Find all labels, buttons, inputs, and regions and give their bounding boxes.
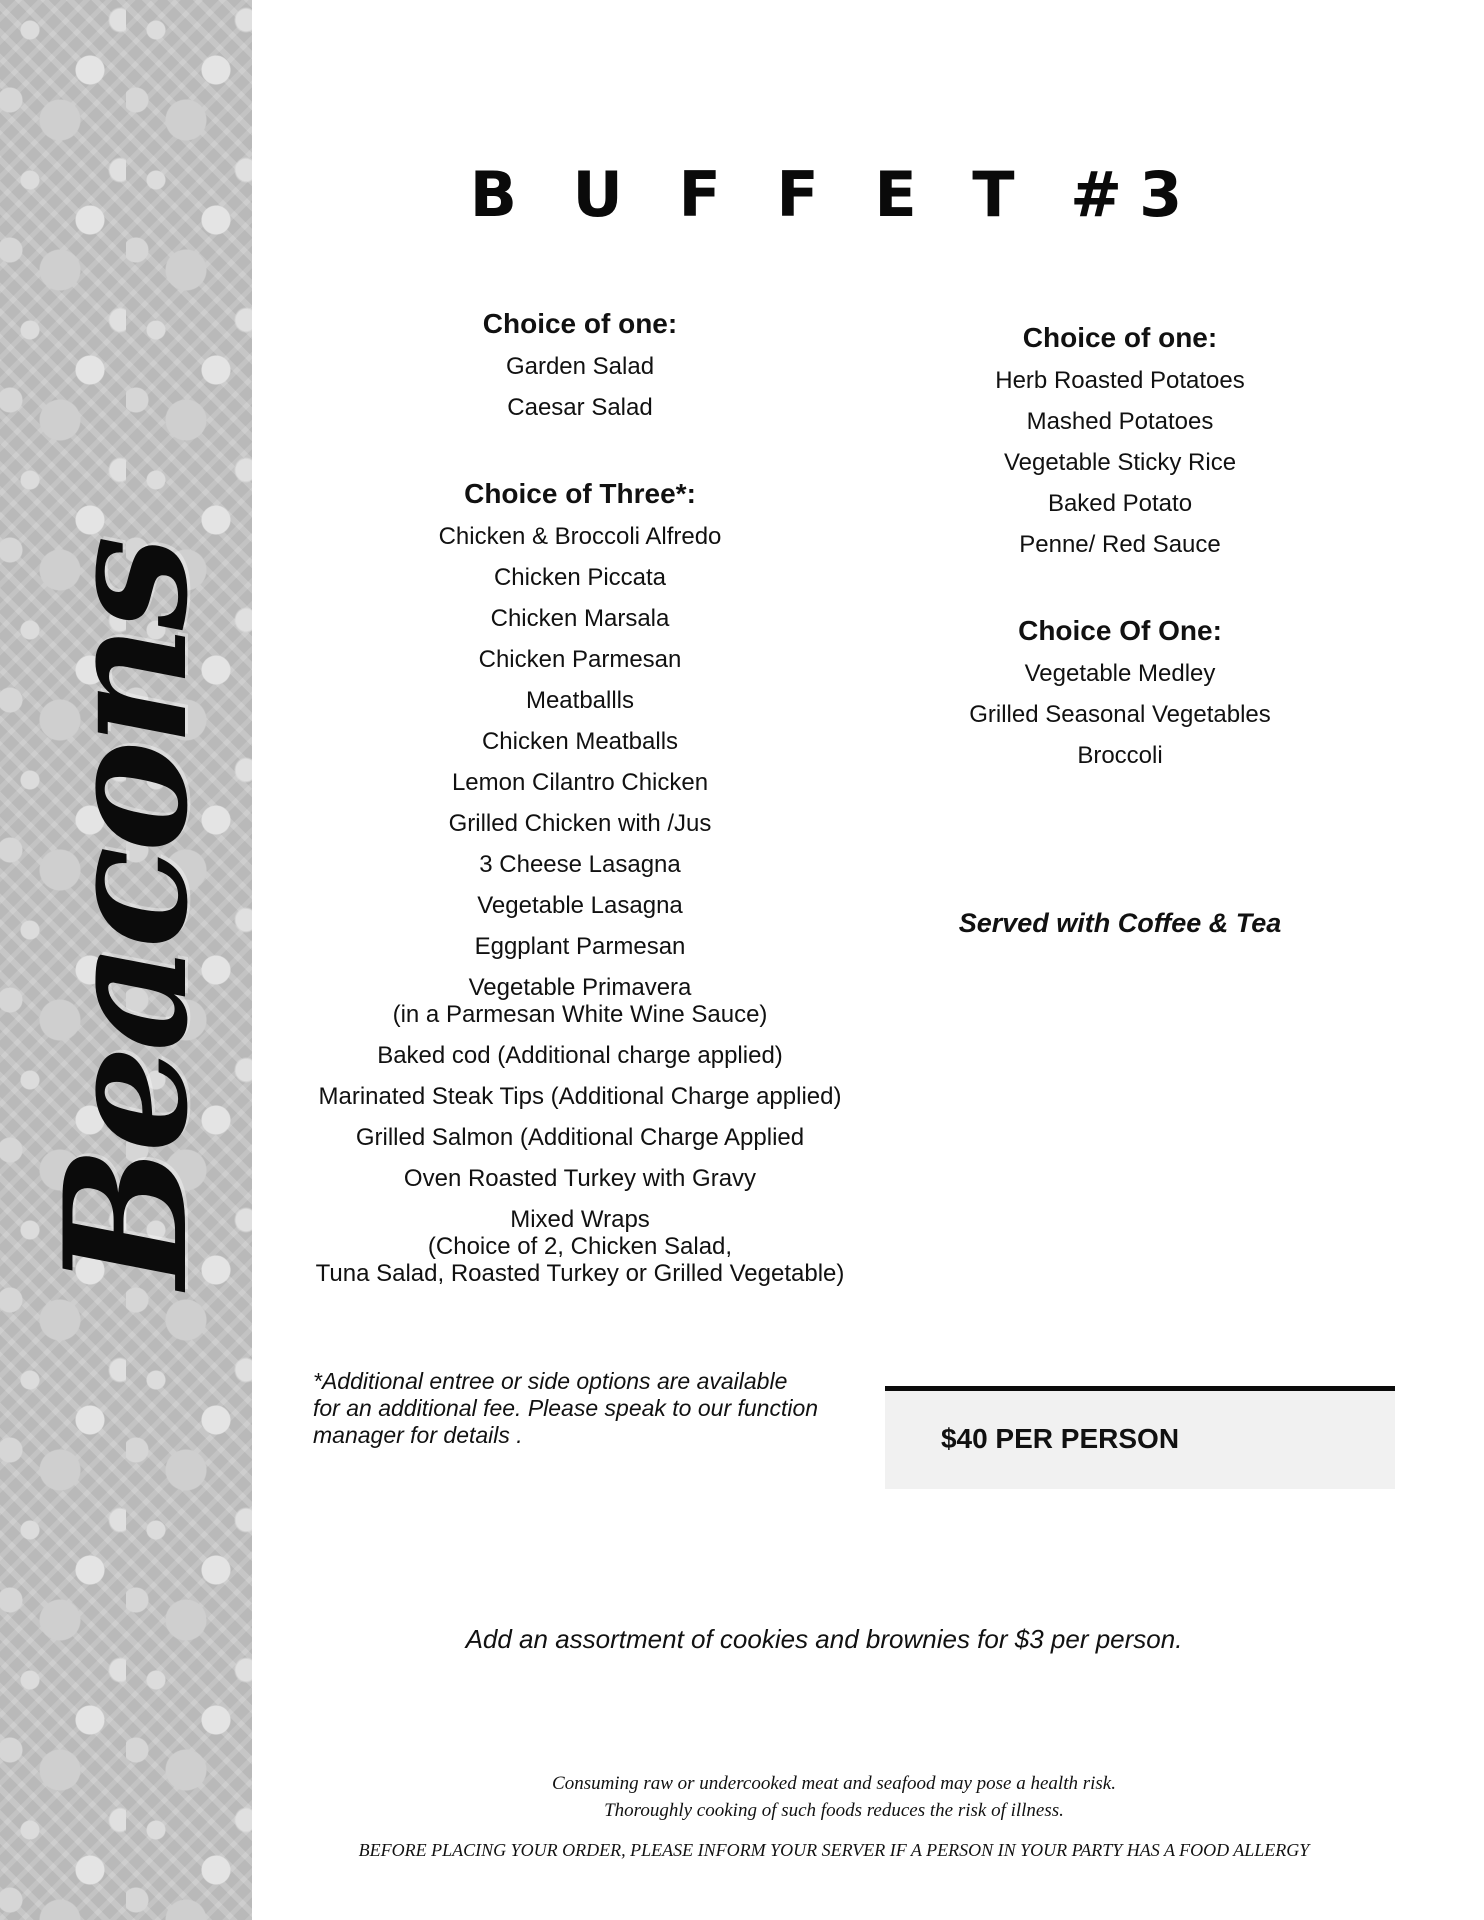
- list-item-line: Chicken Marsala: [490, 605, 670, 632]
- list-item-line: Eggplant Parmesan: [474, 933, 686, 960]
- price-box: [885, 1386, 1395, 1489]
- list-item-line: (in a Parmesan White Wine Sauce): [392, 1001, 768, 1028]
- list-item: Broccoli: [1077, 742, 1163, 769]
- vegetable-list: [900, 653, 1340, 776]
- list-item-line: Chicken Meatballs: [481, 728, 679, 755]
- list-item: [300, 844, 860, 885]
- starch-choice-heading: Choice of one:: [1022, 322, 1218, 353]
- list-item: [300, 762, 860, 803]
- list-item-line: Oven Roasted Turkey with Gravy: [403, 1165, 757, 1192]
- list-item-line: 3 Cheese Lasagna: [479, 851, 681, 878]
- list-item-line: Meatballls: [525, 687, 635, 714]
- served-with-note: Served with Coffee & Tea: [958, 908, 1282, 938]
- list-item: Baked Potato: [1047, 490, 1193, 517]
- right-menu-column: [900, 316, 1340, 776]
- list-item: [300, 516, 860, 557]
- price-label: $40 PER PERSON: [940, 1423, 1180, 1454]
- list-item: Garden Salad: [505, 353, 655, 380]
- entree-choice-heading: Choice of Three*:: [464, 478, 696, 509]
- list-item-line: Grilled Chicken with /Jus: [448, 810, 712, 837]
- allergy-notice: BEFORE PLACING YOUR ORDER, PLEASE INFORM YOUR SERVER IF A PERSON IN YOUR PARTY HAS A FOOD ALLERGY: [358, 1840, 1310, 1860]
- list-item-line: Tuna Salad, Roasted Turkey or Grilled Vegetable): [315, 1260, 845, 1287]
- list-item: Grilled Seasonal Vegetables: [969, 701, 1271, 728]
- list-item: [300, 885, 860, 926]
- list-item: Caesar Salad: [507, 394, 653, 421]
- additional-options-note: [313, 1368, 873, 1449]
- dessert-addon-note: Add an assortment of cookies and brownies for $3 per person.: [465, 1624, 1183, 1654]
- note-line: manager for details .: [313, 1422, 523, 1448]
- list-item: [300, 1076, 860, 1117]
- note-line: *Additional entree or side options are available: [313, 1368, 788, 1394]
- list-item: [300, 967, 860, 1035]
- list-item: Vegetable Sticky Rice: [1003, 449, 1237, 476]
- salad-choice-heading: Choice of one:: [482, 308, 678, 339]
- list-item-line: Chicken & Broccoli Alfredo: [438, 523, 722, 550]
- note-line: for an additional fee. Please speak to our function: [313, 1395, 819, 1421]
- decorative-sidebar: [0, 0, 252, 1920]
- list-item: Vegetable Medley: [1024, 660, 1216, 687]
- starch-list: [900, 360, 1340, 565]
- list-item-line: Grilled Salmon (Additional Charge Applied: [355, 1124, 805, 1151]
- list-item: Herb Roasted Potatoes: [995, 367, 1245, 394]
- list-item: [300, 1117, 860, 1158]
- list-item: [300, 1199, 860, 1294]
- list-item-line: Chicken Parmesan: [478, 646, 682, 673]
- list-item: [300, 721, 860, 762]
- page-title: B U F F E T #3: [469, 158, 1200, 231]
- list-item-line: Lemon Cilantro Chicken: [451, 769, 709, 796]
- list-item: [300, 1035, 860, 1076]
- list-item-line: Mixed Wraps: [510, 1206, 650, 1233]
- health-disclaimer: [252, 1770, 1416, 1824]
- list-item: Mashed Potatoes: [1026, 408, 1214, 435]
- list-item: [300, 803, 860, 844]
- entree-list: [300, 516, 860, 1294]
- list-item: [300, 598, 860, 639]
- list-item-line: (Choice of 2, Chicken Salad,: [427, 1233, 733, 1260]
- brand-logo-text: Beacons: [27, 541, 225, 1289]
- list-item: [300, 680, 860, 721]
- list-item: [300, 639, 860, 680]
- list-item-line: Vegetable Lasagna: [477, 892, 683, 919]
- list-item: [300, 926, 860, 967]
- list-item: [300, 557, 860, 598]
- salad-list: [300, 346, 860, 428]
- list-item: Penne/ Red Sauce: [1019, 531, 1221, 558]
- list-item-line: Vegetable Primavera: [468, 974, 692, 1001]
- list-item-line: Baked cod (Additional charge applied): [377, 1042, 783, 1069]
- vegetable-choice-heading: Choice Of One:: [1018, 615, 1222, 646]
- list-item-line: Marinated Steak Tips (Additional Charge applied): [318, 1083, 842, 1110]
- list-item: [300, 1158, 860, 1199]
- disclaimer-line: Consuming raw or undercooked meat and seafood may pose a health risk.: [552, 1773, 1116, 1794]
- disclaimer-line: Thoroughly cooking of such foods reduces the risk of illness.: [604, 1800, 1064, 1821]
- left-menu-column: [300, 302, 860, 1294]
- list-item-line: Chicken Piccata: [493, 564, 667, 591]
